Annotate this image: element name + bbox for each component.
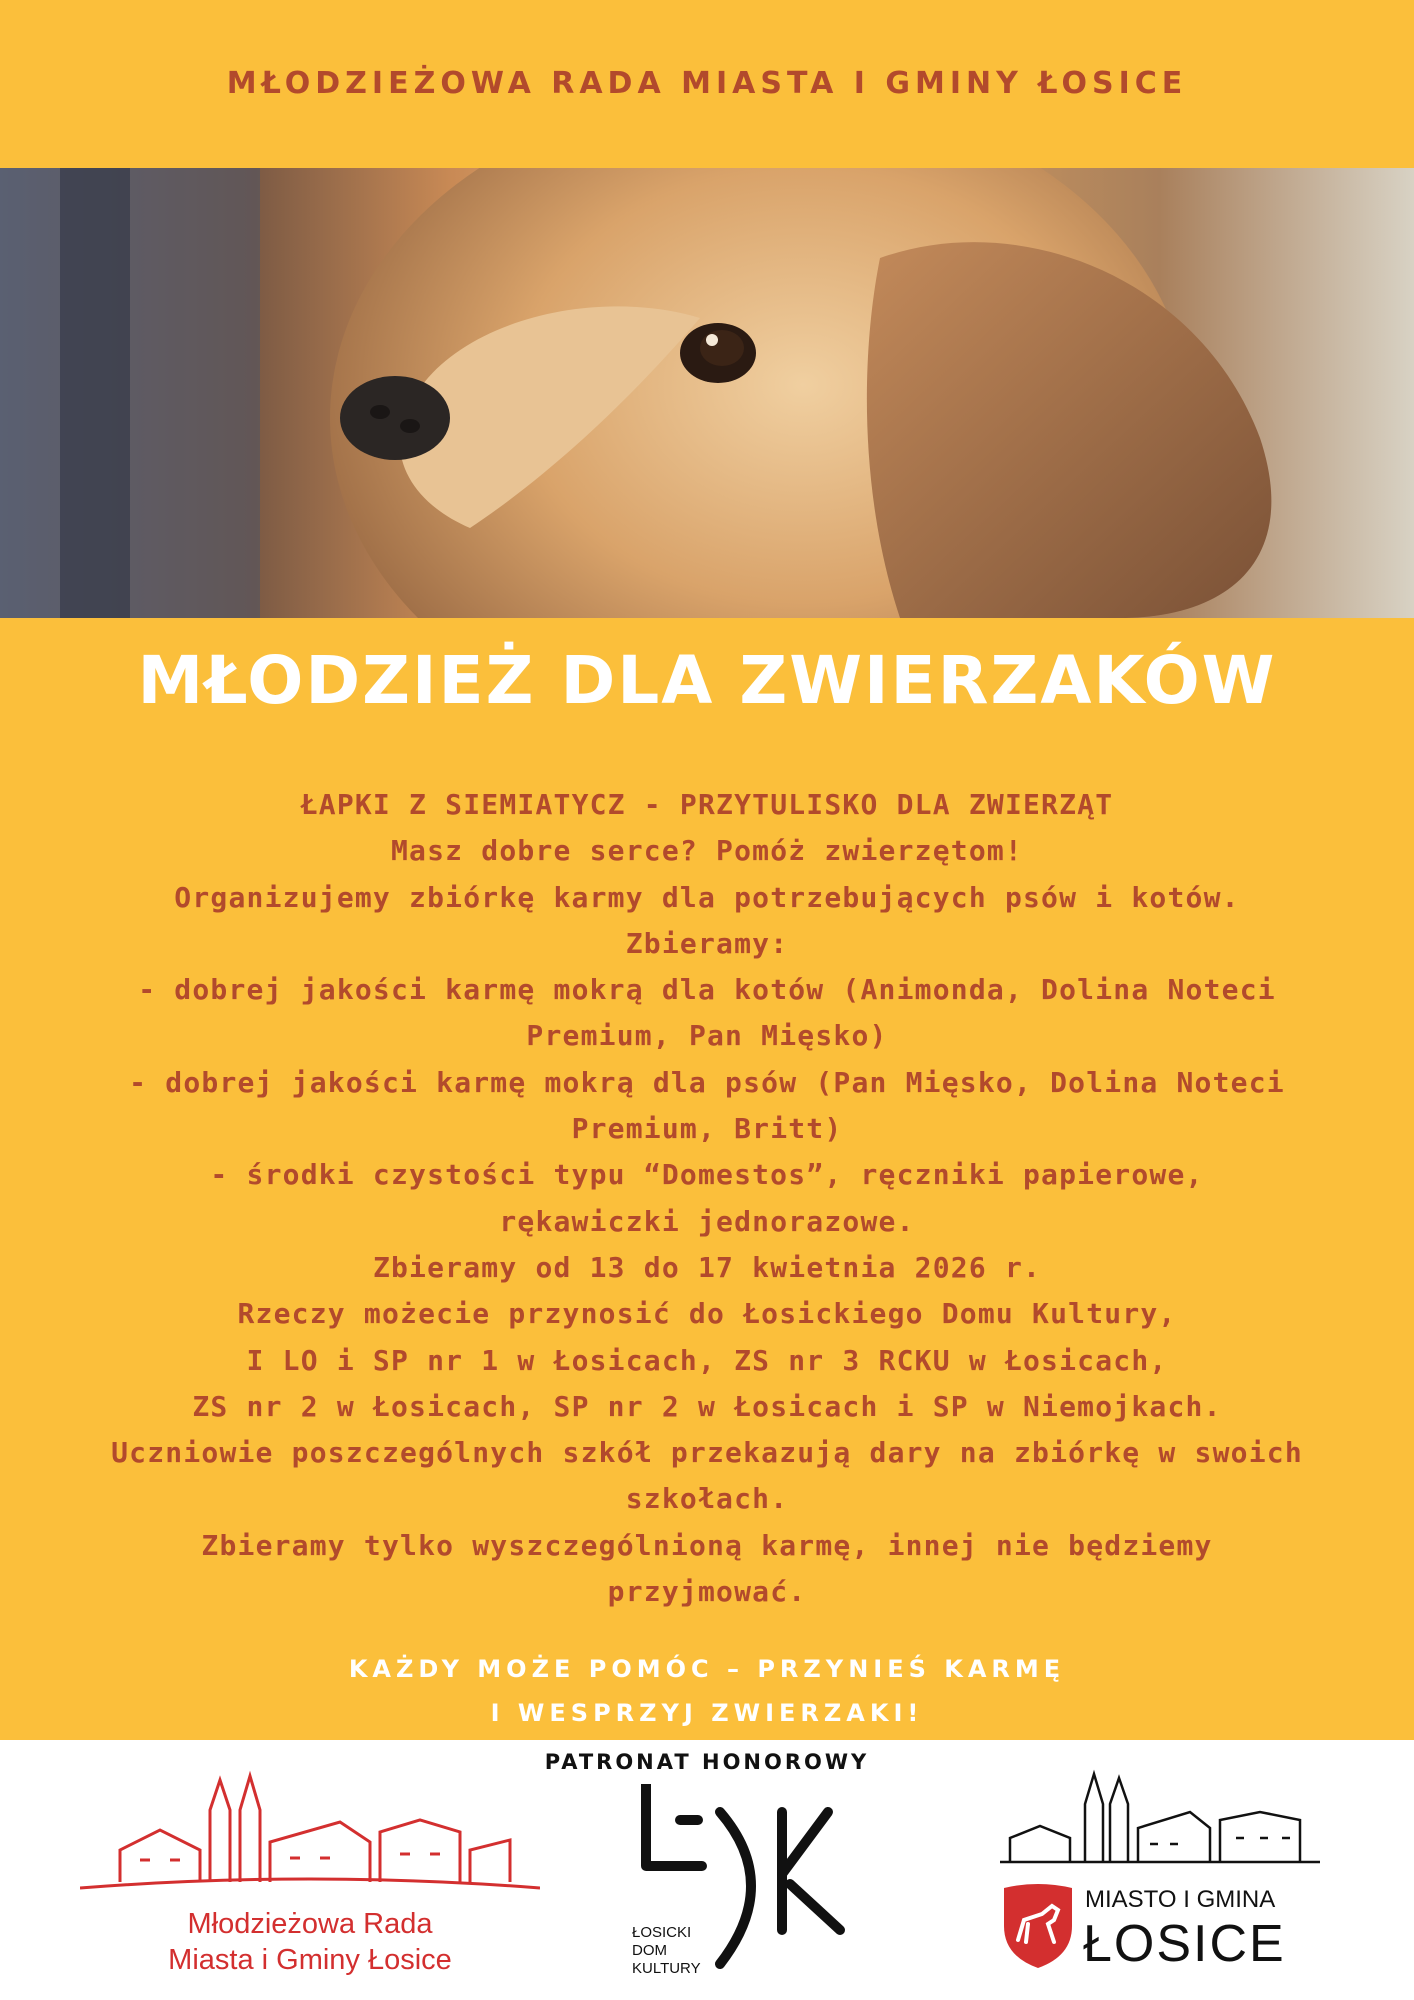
body-line: przyjmować.	[607, 1575, 807, 1609]
dog-illustration	[0, 168, 1414, 618]
body-line: Uczniowie poszczególnych szkół przekazują dary na zbiórkę w swoich	[111, 1436, 1303, 1470]
body-line: - dobrej jakości karmę mokrą dla psów (Pan Mięsko, Dolina Noteci	[129, 1065, 1285, 1099]
town-name-line-2: ŁOSICE	[1083, 1915, 1286, 1973]
body-line: Zbieramy tylko wyszczególnioną karmę, innej nie będziemy	[201, 1528, 1213, 1562]
body-line: I LO i SP nr 1 w Łosicach, ZS nr 3 RCKU w Łosicach,	[246, 1343, 1168, 1377]
headline: MŁODZIEŻ DLA ZWIERZAKÓW	[137, 642, 1277, 719]
town-name-line-1: MIASTO I GMINA	[1085, 1886, 1276, 1913]
announcement-body	[100, 782, 1314, 1615]
town-skyline-black-icon	[990, 1768, 1330, 1878]
body-line: ŁAPKI Z SIEMIATYCZ - PRZYTULISKO DLA ZWIERZĄT	[300, 788, 1114, 821]
body-line: rękawiczki jednorazowe.	[499, 1204, 915, 1238]
youth-council-logo	[80, 1770, 540, 1990]
youth-council-name-line-2: Miasta i Gminy Łosice	[168, 1944, 452, 1976]
body-line: ZS nr 2 w Łosicach, SP nr 2 w Łosicach i SP w Niemojkach.	[192, 1389, 1222, 1423]
ldk-line-2: DOM	[632, 1942, 667, 1959]
ldk-logo	[632, 1784, 892, 1994]
body-line: Rzeczy możecie przynosić do Łosickiego Domu Kultury,	[237, 1297, 1177, 1331]
youth-council-name-line-1: Młodzieżowa Rada	[187, 1908, 433, 1940]
town-skyline-red-icon	[80, 1770, 540, 1910]
body-line: Zbieramy:	[625, 926, 789, 960]
ldk-name	[632, 1924, 752, 1978]
body-line: Masz dobre serce? Pomóż zwierzętom!	[390, 834, 1023, 868]
body-line: Zbieramy od 13 do 17 kwietnia 2026 r.	[372, 1250, 1042, 1284]
town-logo	[990, 1768, 1330, 1988]
body-line: Premium, Pan Mięsko)	[526, 1019, 888, 1053]
call-to-action	[0, 1647, 1414, 1735]
footer	[0, 1740, 1414, 2000]
cta-line-2: I WESPRZYJ ZWIERZAKI!	[490, 1699, 924, 1727]
body-line: - dobrej jakości karmę mokrą dla kotów (Animonda, Dolina Noteci	[138, 973, 1276, 1007]
town-coat-of-arms-icon	[998, 1880, 1078, 1970]
ldk-line-1: ŁOSICKI	[632, 1924, 692, 1941]
body-line: szkołach.	[625, 1482, 789, 1516]
body-line: Premium, Britt)	[571, 1112, 843, 1146]
patronat-label: PATRONAT HONOROWY	[544, 1750, 870, 1774]
organization-header: MŁODZIEŻOWA RADA MIASTA I GMINY ŁOSICE	[226, 66, 1188, 101]
dog-photo	[0, 168, 1414, 618]
body-line: Organizujemy zbiórkę karmy dla potrzebujących psów i kotów.	[174, 880, 1240, 914]
ldk-line-3: KULTURY	[632, 1960, 701, 1977]
body-line: - środki czystości typu “Domestos”, ręczniki papierowe,	[210, 1158, 1204, 1192]
cta-line-1: KAŻDY MOŻE POMÓC – PRZYNIEŚ KARMĘ	[348, 1655, 1066, 1683]
